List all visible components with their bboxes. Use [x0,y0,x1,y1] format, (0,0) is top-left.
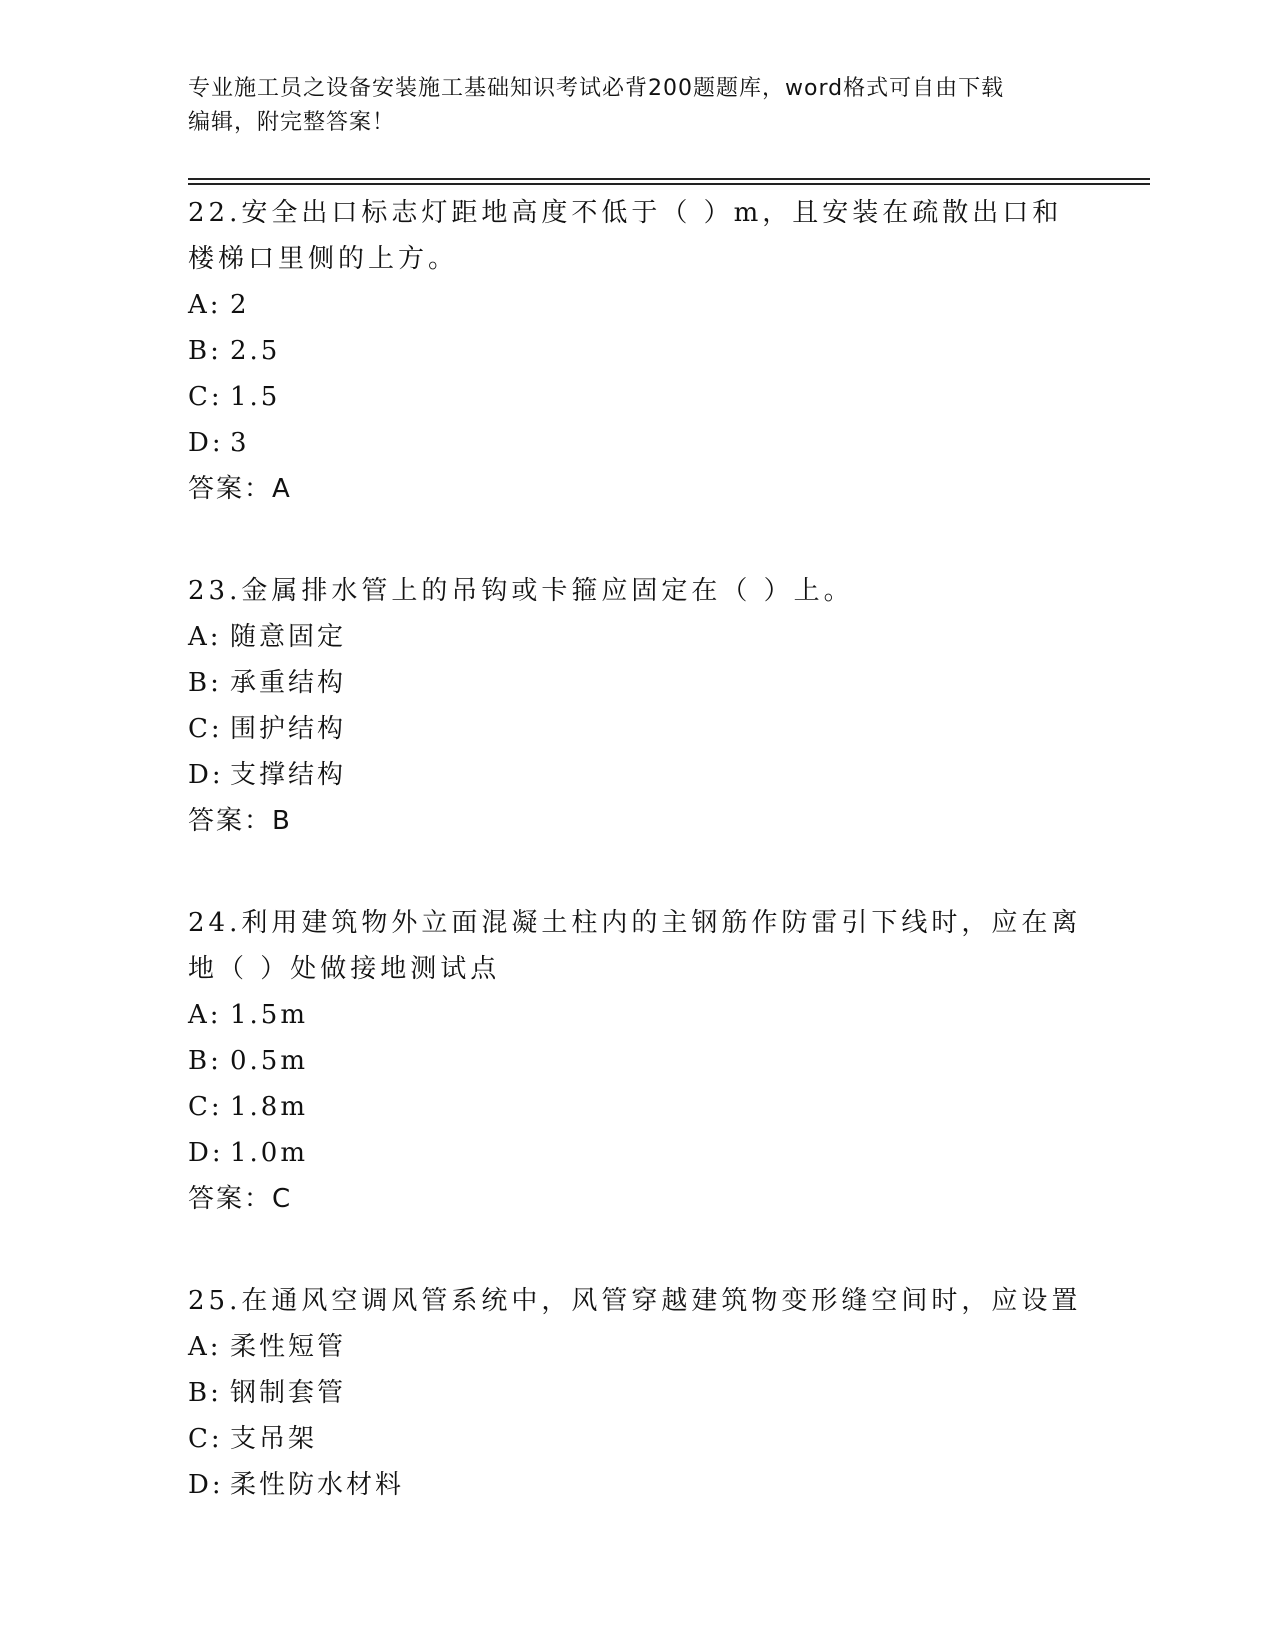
option-key: C: [188,382,223,412]
option-key: B: [188,1046,222,1076]
option-key: A: [188,622,222,652]
option-value: 2.5 [230,336,281,366]
option-key: C: [188,1424,223,1454]
question-text: 22.安全出口标志灯距地高度不低于（ ）m，且安装在疏散出口和楼梯口里侧的上方。 [188,198,1063,274]
option-c [188,1416,1088,1462]
option-d [188,420,1088,466]
option-key: D: [188,1138,224,1168]
option-key: D: [188,760,224,790]
header-divider-bottom [188,183,1150,185]
option-a [188,614,1088,660]
option-b [188,1370,1088,1416]
header-line-2: 编辑，附完整答案！ [188,110,396,135]
option-b [188,1038,1088,1084]
answer-text: 答案：B [188,806,292,836]
option-key: D: [188,1470,224,1500]
option-value: 随意固定 [230,622,347,652]
option-key: D: [188,428,224,458]
question-text: 25.在通风空调风管系统中，风管穿越建筑物变形缝空间时，应设置 [188,1286,1082,1316]
option-value: 承重结构 [230,668,347,698]
option-d [188,1462,1088,1508]
option-value: 钢制套管 [230,1378,347,1408]
option-value: 1.5 [230,382,281,412]
header-line-1: 专业施工员之设备安装施工基础知识考试必背200题题库，word格式可自由下载 [188,76,1005,101]
question-item [188,190,1088,512]
option-value: 支吊架 [230,1424,318,1454]
option-value: 3 [230,428,250,458]
option-a [188,992,1088,1038]
option-key: A: [188,1000,222,1030]
question-item [188,1278,1088,1508]
question-text: 23.金属排水管上的吊钩或卡箍应固定在（ ）上。 [188,576,854,606]
option-key: B: [188,1378,222,1408]
answer-text: 答案：C [188,1184,293,1214]
option-value: 0.5m [230,1046,309,1076]
option-a [188,282,1088,328]
document-header [188,72,1088,140]
option-a [188,1324,1088,1370]
option-value: 柔性防水材料 [230,1470,405,1500]
answer-text: 答案：A [188,474,292,504]
option-value: 1.8m [230,1092,309,1122]
option-key: C: [188,714,223,744]
option-key: B: [188,336,222,366]
question-item [188,568,1088,844]
option-b [188,328,1088,374]
option-value: 2 [230,290,250,320]
question-list [188,190,1088,1564]
option-b [188,660,1088,706]
option-d [188,1130,1088,1176]
question-item [188,900,1088,1222]
option-key: B: [188,668,222,698]
option-value: 围护结构 [230,714,347,744]
option-c [188,1084,1088,1130]
option-key: A: [188,1332,222,1362]
option-key: A: [188,290,222,320]
option-c [188,374,1088,420]
option-value: 柔性短管 [230,1332,347,1362]
header-divider-top [188,178,1150,180]
option-value: 1.5m [230,1000,309,1030]
question-text: 24.利用建筑物外立面混凝土柱内的主钢筋作防雷引下线时，应在离地（ ）处做接地测试点 [188,908,1082,984]
option-value: 支撑结构 [230,760,347,790]
option-c [188,706,1088,752]
option-key: C: [188,1092,223,1122]
option-value: 1.0m [230,1138,309,1168]
option-d [188,752,1088,798]
